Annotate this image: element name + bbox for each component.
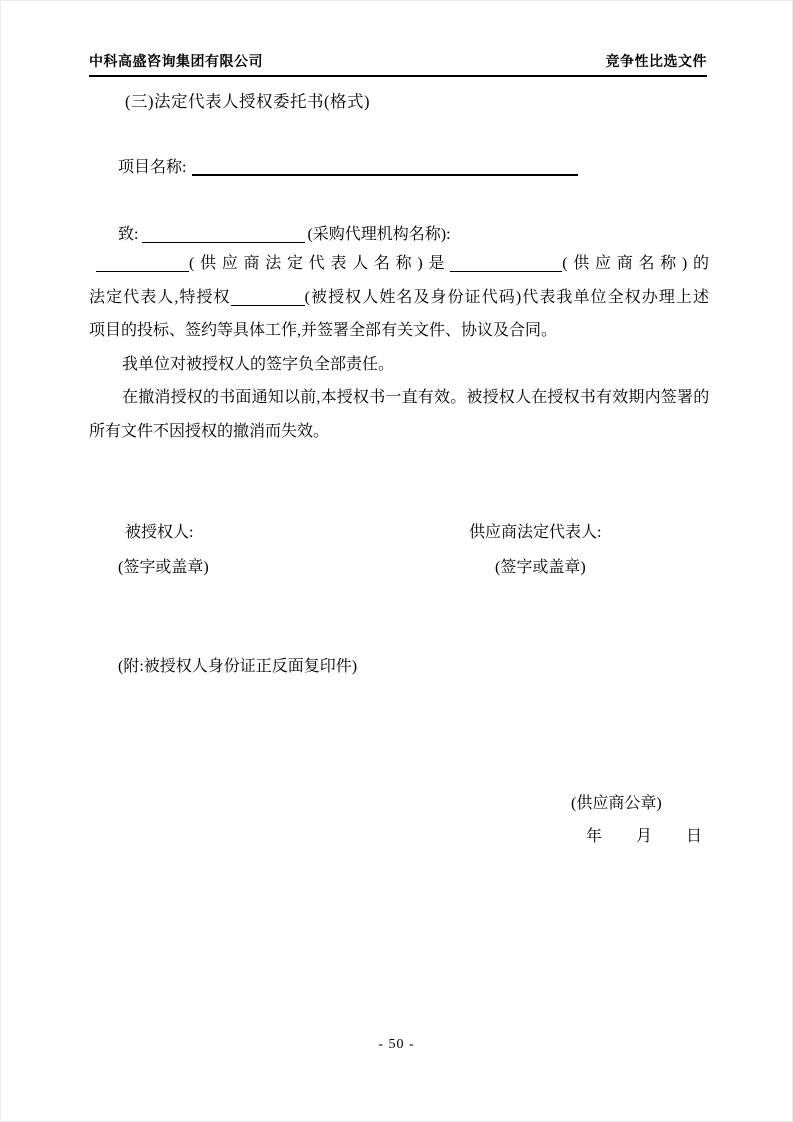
- body-paragraph-3-line-2: 所有文件不因授权的撤消而失效。: [89, 422, 330, 440]
- page-header: [89, 51, 707, 77]
- header-company: 中科高盛咨询集团有限公司: [89, 55, 263, 70]
- addressee-label: 致:: [118, 226, 139, 243]
- date-year-label: 年: [586, 828, 603, 845]
- project-name-label: 项目名称:: [118, 159, 187, 176]
- attachment-note: (附:被授权人身份证正反面复印件): [118, 658, 358, 675]
- legal-rep-signature-label: 供应商法定代表人:: [469, 524, 602, 541]
- authorized-person-blank: [231, 287, 305, 306]
- project-name-blank: [192, 156, 578, 176]
- authorized-person-signature-label: 被授权人:: [125, 524, 194, 541]
- signature-or-seal-note-right: (签字或盖章): [495, 559, 586, 576]
- body-text: (供应商名称)的: [562, 255, 709, 272]
- supplier-name-blank: [450, 253, 562, 272]
- project-name-row: [118, 154, 578, 177]
- header-doc-type: 竞争性比选文件: [605, 55, 707, 70]
- agency-name-blank: [142, 224, 305, 243]
- supplier-seal-label: (供应商公章): [571, 795, 662, 812]
- body-line-1: [89, 247, 709, 281]
- date-day-label: 日: [686, 828, 703, 845]
- addressee-row: [118, 221, 451, 244]
- body-paragraph-3-line-1: 在撤消授权的书面通知以前,本授权书一直有效。被授权人在授权书有效期内签署的: [122, 389, 709, 407]
- body-text: 法定代表人,特授权: [89, 288, 231, 306]
- date-month-label: 月: [636, 828, 653, 845]
- legal-rep-name-blank: [96, 253, 189, 272]
- body-paragraph-2: 我单位对被授权人的签字负全部责任。: [122, 355, 395, 373]
- authorization-body: [89, 247, 709, 449]
- date-line: [586, 823, 702, 846]
- body-line-3: 项目的投标、签约等具体工作,并签署全部有关文件、协议及合同。: [89, 322, 558, 340]
- page-number: - 50 -: [378, 1037, 415, 1052]
- body-text: (被授权人姓名及身份证代码)代表我单位全权办理上述: [304, 288, 709, 306]
- agency-hint: (采购代理机构名称):: [307, 226, 451, 243]
- body-line-2: [89, 281, 709, 315]
- document-title: (三)法定代表人授权委托书(格式): [125, 92, 370, 111]
- body-text: (供应商法定代表人名称)是: [189, 255, 451, 272]
- signature-or-seal-note-left: (签字或盖章): [118, 559, 209, 576]
